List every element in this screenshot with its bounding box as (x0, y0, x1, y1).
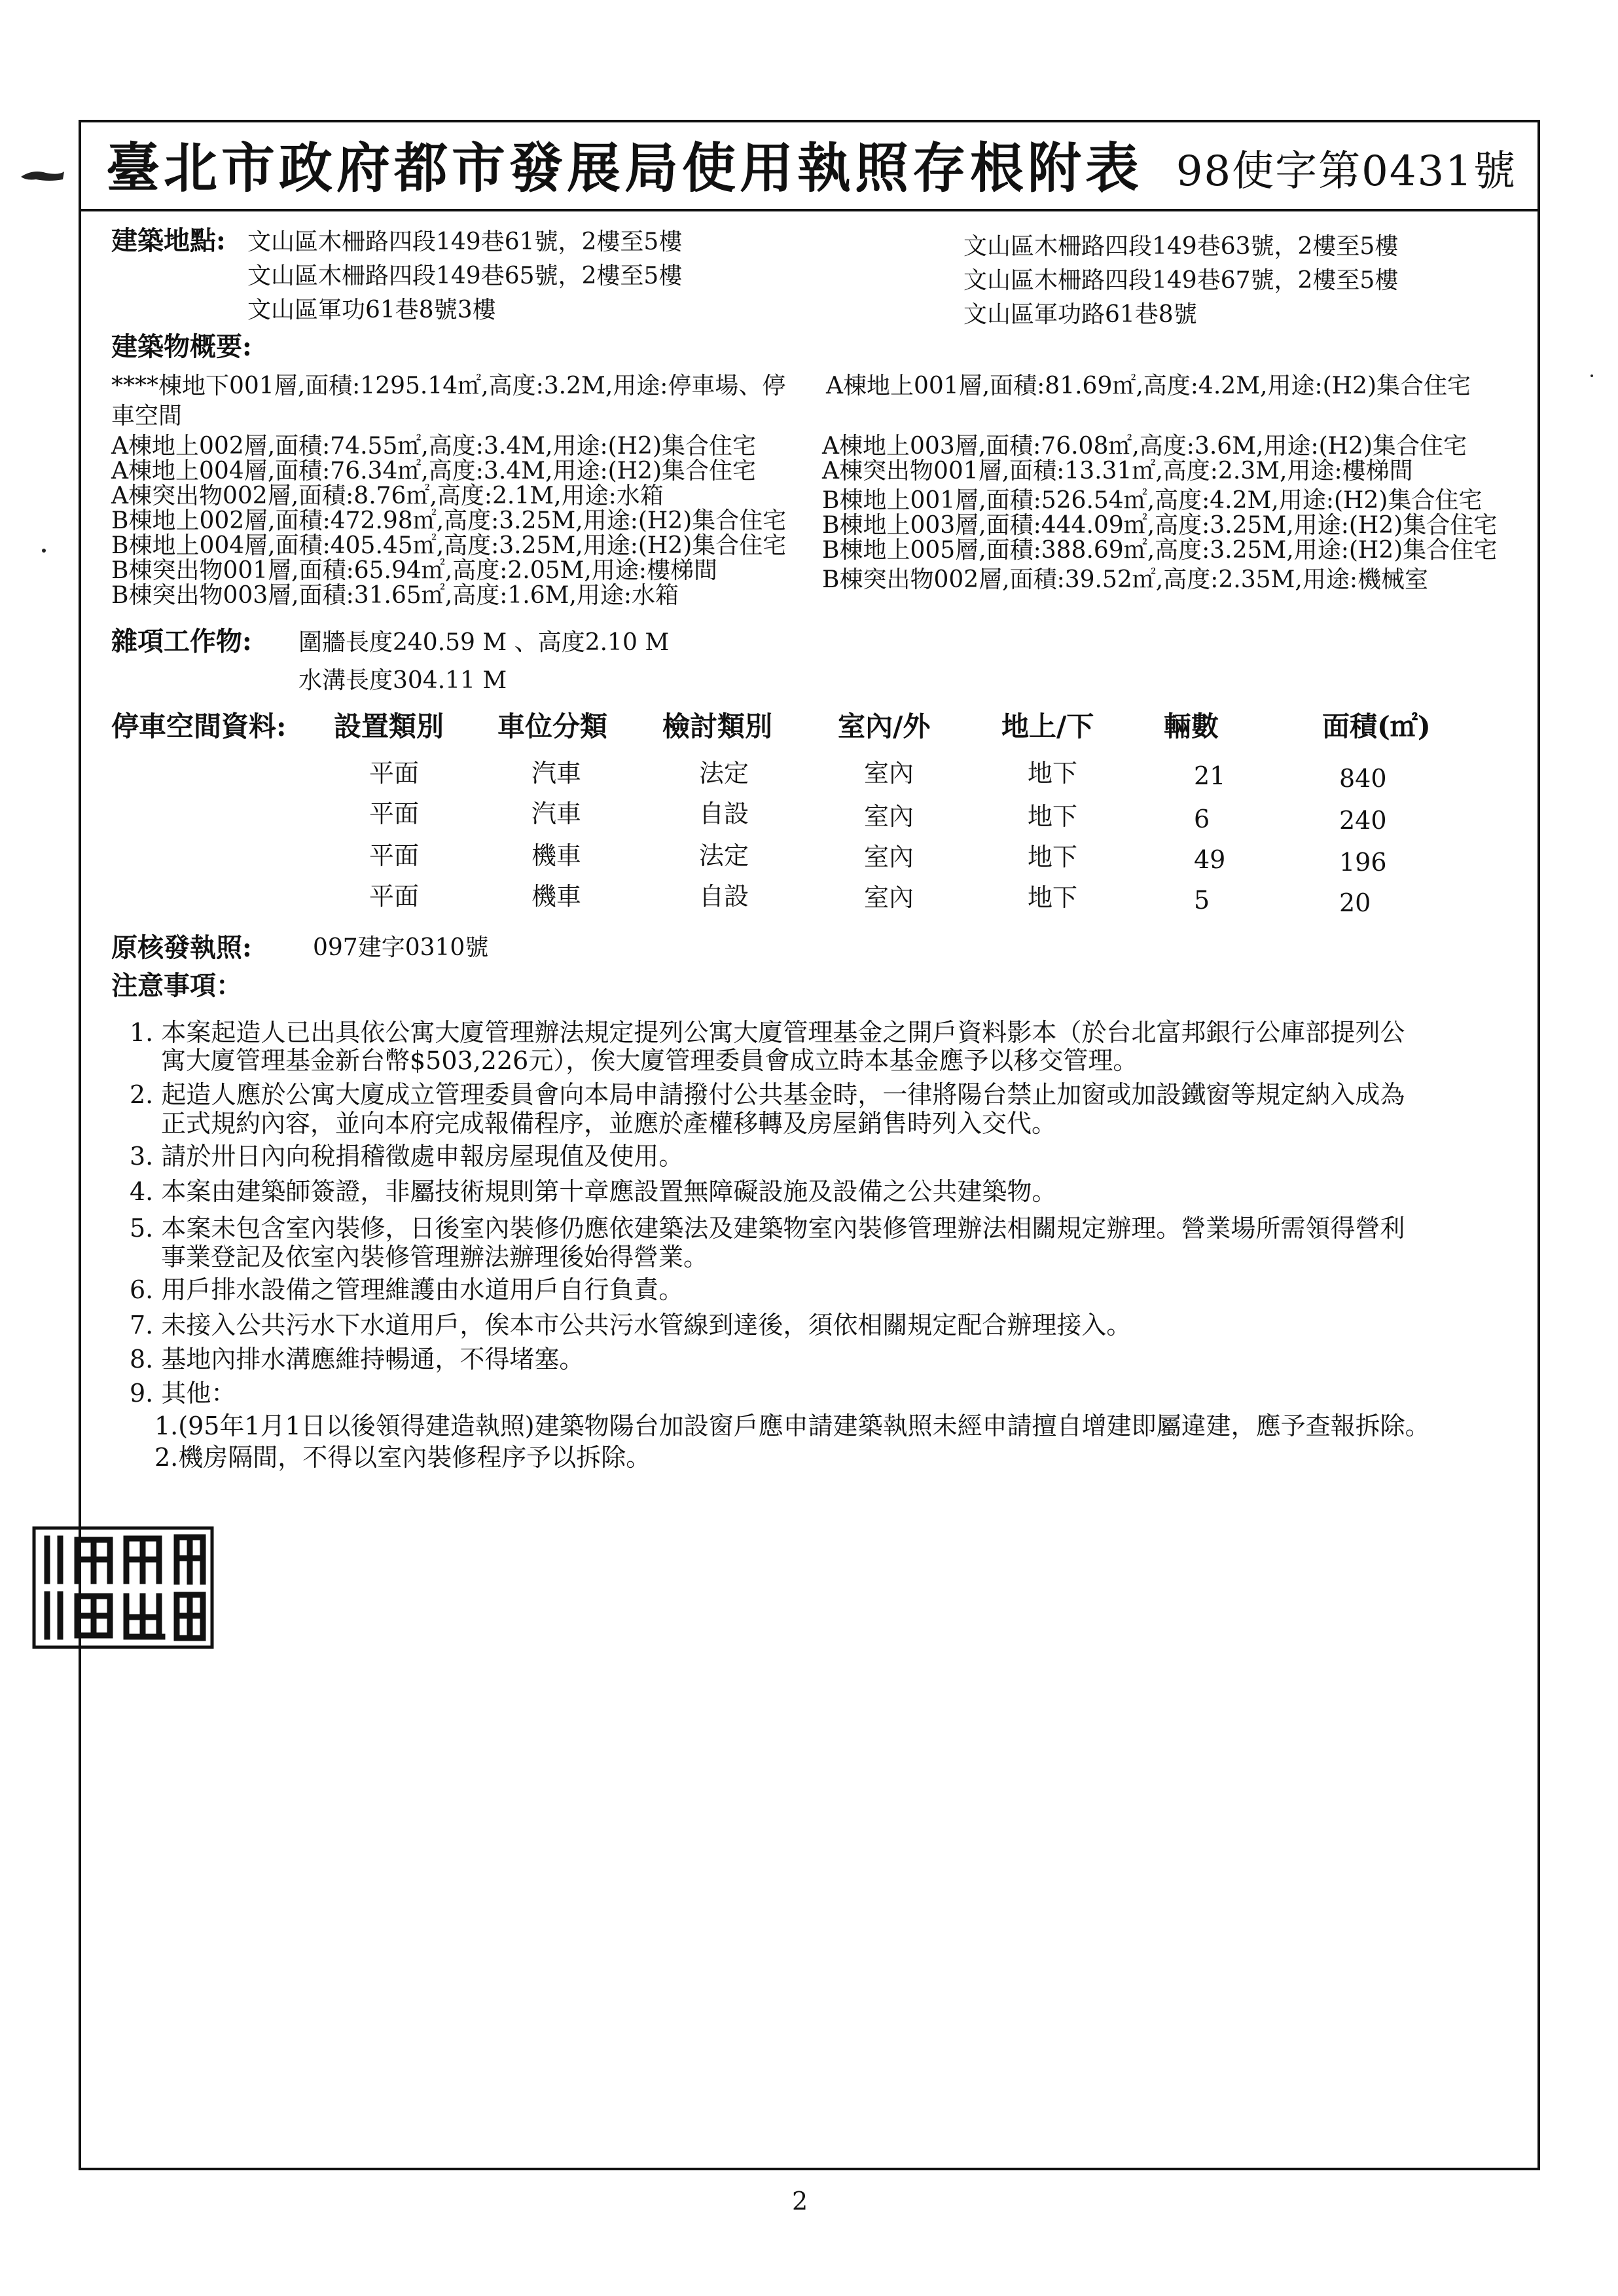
address-left-2: 文山區木柵路四段149巷65號，2樓至5樓 (247, 263, 683, 289)
note-line: 9. 其他： (130, 1379, 236, 1408)
parking-cell: 21 (1194, 761, 1226, 790)
parking-header-indoor: 室內/外 (838, 710, 931, 742)
overview-left-3: A棟突出物002層,面積:8.76㎡,高度:2.1M,用途:水箱 (111, 483, 664, 509)
parking-cell: 自設 (699, 882, 749, 911)
parking-cell: 平面 (369, 799, 420, 828)
parking-cell: 20 (1339, 888, 1371, 917)
overview-line1-left: ****棟地下001層,面積:1295.14㎡,高度:3.2M,用途:停車場、停 (111, 373, 786, 399)
page-number: 2 (792, 2187, 808, 2215)
permit-number: 98使字第0431號 (1176, 147, 1517, 196)
scan-mark-icon (20, 165, 65, 185)
document-title: 臺北市政府都市發展局使用執照存根附表 (106, 137, 1143, 200)
parking-cell: 5 (1194, 886, 1210, 915)
overview-left-6: B棟突出物001層,面積:65.94㎡,高度:2.05M,用途:樓梯間 (111, 557, 717, 584)
parking-cell: 室內 (864, 843, 914, 871)
parking-cell: 49 (1194, 845, 1226, 874)
misc-item-1: 圍牆長度240.59 M 、高度2.10 M (298, 629, 670, 656)
parking-header-level: 地上/下 (1001, 710, 1094, 742)
parking-label: 停車空間資料: (111, 710, 287, 742)
overview-left-1: A棟地上002層,面積:74.55㎡,高度:3.4M,用途:(H2)集合住宅 (111, 433, 756, 460)
parking-cell: 地下 (1028, 883, 1078, 912)
parking-header-category: 車位分類 (497, 710, 608, 742)
parking-cell: 地下 (1028, 843, 1078, 871)
note-line: 4. 本案由建築師簽證，非屬技術規則第十章應設置無障礙設施及設備之公共建築物。 (130, 1177, 1057, 1206)
address-left-3: 文山區軍功61巷8號3樓 (247, 297, 496, 323)
parking-header-area: 面積(㎡) (1322, 710, 1431, 742)
parking-cell: 室內 (864, 802, 914, 831)
misc-label: 雜項工作物: (111, 626, 252, 657)
parking-cell: 機車 (531, 882, 582, 911)
overview-right-4: B棟地上003層,面積:444.09㎡,高度:3.25M,用途:(H2)集合住宅 (822, 512, 1498, 539)
scan-speck (42, 549, 46, 553)
note-line: 寓大廈管理基金新台幣$503,226元），俟大廈管理委員會成立時本基金應予以移交管理。 (161, 1046, 1138, 1075)
overview-line1-cont: 車空間 (111, 403, 183, 429)
address-right-1: 文山區木柵路四段149巷63號，2樓至5樓 (963, 233, 1399, 260)
parking-cell: 自設 (699, 799, 749, 828)
parking-header-count: 輛數 (1164, 710, 1219, 742)
overview-left-2: A棟地上004層,面積:76.34㎡,高度:3.4M,用途:(H2)集合住宅 (111, 458, 756, 484)
overview-label: 建築物概要: (111, 331, 252, 362)
parking-cell: 平面 (369, 882, 420, 911)
parking-cell: 840 (1339, 764, 1387, 793)
overview-left-5: B棟地上004層,面積:405.45㎡,高度:3.25M,用途:(H2)集合住宅 (111, 532, 787, 559)
note-line: 6. 用戶排水設備之管理維護由水道用戶自行負責。 (130, 1275, 684, 1304)
address-right-2: 文山區木柵路四段149巷67號，2樓至5樓 (963, 267, 1399, 294)
parking-header-type: 設置類別 (334, 710, 444, 742)
overview-right-5: B棟地上005層,面積:388.69㎡,高度:3.25M,用途:(H2)集合住宅 (822, 537, 1498, 564)
parking-cell: 平面 (369, 759, 420, 788)
parking-cell: 240 (1339, 806, 1387, 835)
note-line: 1. 本案起造人已出具依公寓大廈管理辦法規定提列公寓大廈管理基金之開戶資料影本（於台北富邦銀行公庫部提列公 (130, 1018, 1405, 1047)
note-line: 3. 請於卅日內向稅捐稽徵處申報房屋現值及使用。 (130, 1142, 684, 1171)
overview-right-3: B棟地上001層,面積:526.54㎡,高度:4.2M,用途:(H2)集合住宅 (822, 487, 1483, 514)
overview-right-6: B棟突出物002層,面積:39.52㎡,高度:2.35M,用途:機械室 (822, 566, 1428, 593)
original-permit-value: 097建字0310號 (313, 934, 489, 961)
parking-cell: 機車 (531, 841, 582, 870)
original-permit-label: 原核發執照: (111, 932, 252, 963)
overview-line1-right: A棟地上001層,面積:81.69㎡,高度:4.2M,用途:(H2)集合住宅 (826, 373, 1471, 399)
parking-header-review: 檢討類別 (662, 710, 773, 742)
overview-right-2: A棟突出物001層,面積:13.31㎡,高度:2.3M,用途:樓梯間 (822, 458, 1413, 484)
note-line: 2.機房隔間，不得以室內裝修程序予以拆除。 (154, 1443, 651, 1472)
parking-cell: 法定 (699, 841, 749, 870)
overview-left-4: B棟地上002層,面積:472.98㎡,高度:3.25M,用途:(H2)集合住宅 (111, 507, 787, 534)
overview-left-7: B棟突出物003層,面積:31.65㎡,高度:1.6M,用途:水箱 (111, 582, 679, 609)
scan-speck (1591, 374, 1593, 377)
misc-item-2: 水溝長度304.11 M (298, 667, 507, 694)
parking-cell: 6 (1194, 805, 1210, 833)
note-line: 2. 起造人應於公寓大廈成立管理委員會向本局申請撥付公共基金時，一律將陽台禁止加窗或加設鐵窗等規定納入成為 (130, 1080, 1405, 1109)
note-line: 8. 基地內排水溝應維持暢通，不得堵塞。 (130, 1345, 584, 1374)
note-line: 事業登記及依室內裝修管理辦法辦理後始得營業。 (161, 1243, 709, 1271)
overview-right-1: A棟地上003層,面積:76.08㎡,高度:3.6M,用途:(H2)集合住宅 (822, 433, 1467, 460)
parking-cell: 室內 (864, 759, 914, 788)
parking-cell: 地下 (1028, 759, 1078, 788)
parking-cell: 汽車 (531, 799, 582, 828)
note-line: 7. 未接入公共污水下水道用戶，俟本市公共污水管線到達後，須依相關規定配合辦理接入。 (130, 1311, 1132, 1339)
parking-cell: 室內 (864, 883, 914, 912)
official-seal-icon (31, 1525, 215, 1650)
address-left-1: 文山區木柵路四段149巷61號，2樓至5樓 (247, 228, 683, 255)
title-row (79, 120, 1540, 211)
parking-cell: 196 (1339, 848, 1387, 877)
parking-cell: 平面 (369, 841, 420, 870)
notes-label: 注意事項： (111, 970, 242, 1001)
parking-cell: 法定 (699, 759, 749, 788)
note-line: 1.(95年1月1日以後領得建造執照)建築物陽台加設窗戶應申請建築執照未經申請擅自增建即屬違建，應予查報拆除。 (154, 1412, 1430, 1440)
note-line: 正式規約內容，並向本府完成報備程序，並應於產權移轉及房屋銷售時列入交代。 (161, 1109, 1057, 1138)
address-right-3: 文山區軍功路61巷8號 (963, 301, 1197, 328)
address-label: 建築地點: (111, 225, 226, 256)
parking-cell: 汽車 (531, 759, 582, 788)
parking-cell: 地下 (1028, 802, 1078, 831)
note-line: 5. 本案未包含室內裝修，日後室內裝修仍應依建築法及建築物室內裝修管理辦法相關規定辦理。營業場所需領得營利 (130, 1214, 1405, 1243)
